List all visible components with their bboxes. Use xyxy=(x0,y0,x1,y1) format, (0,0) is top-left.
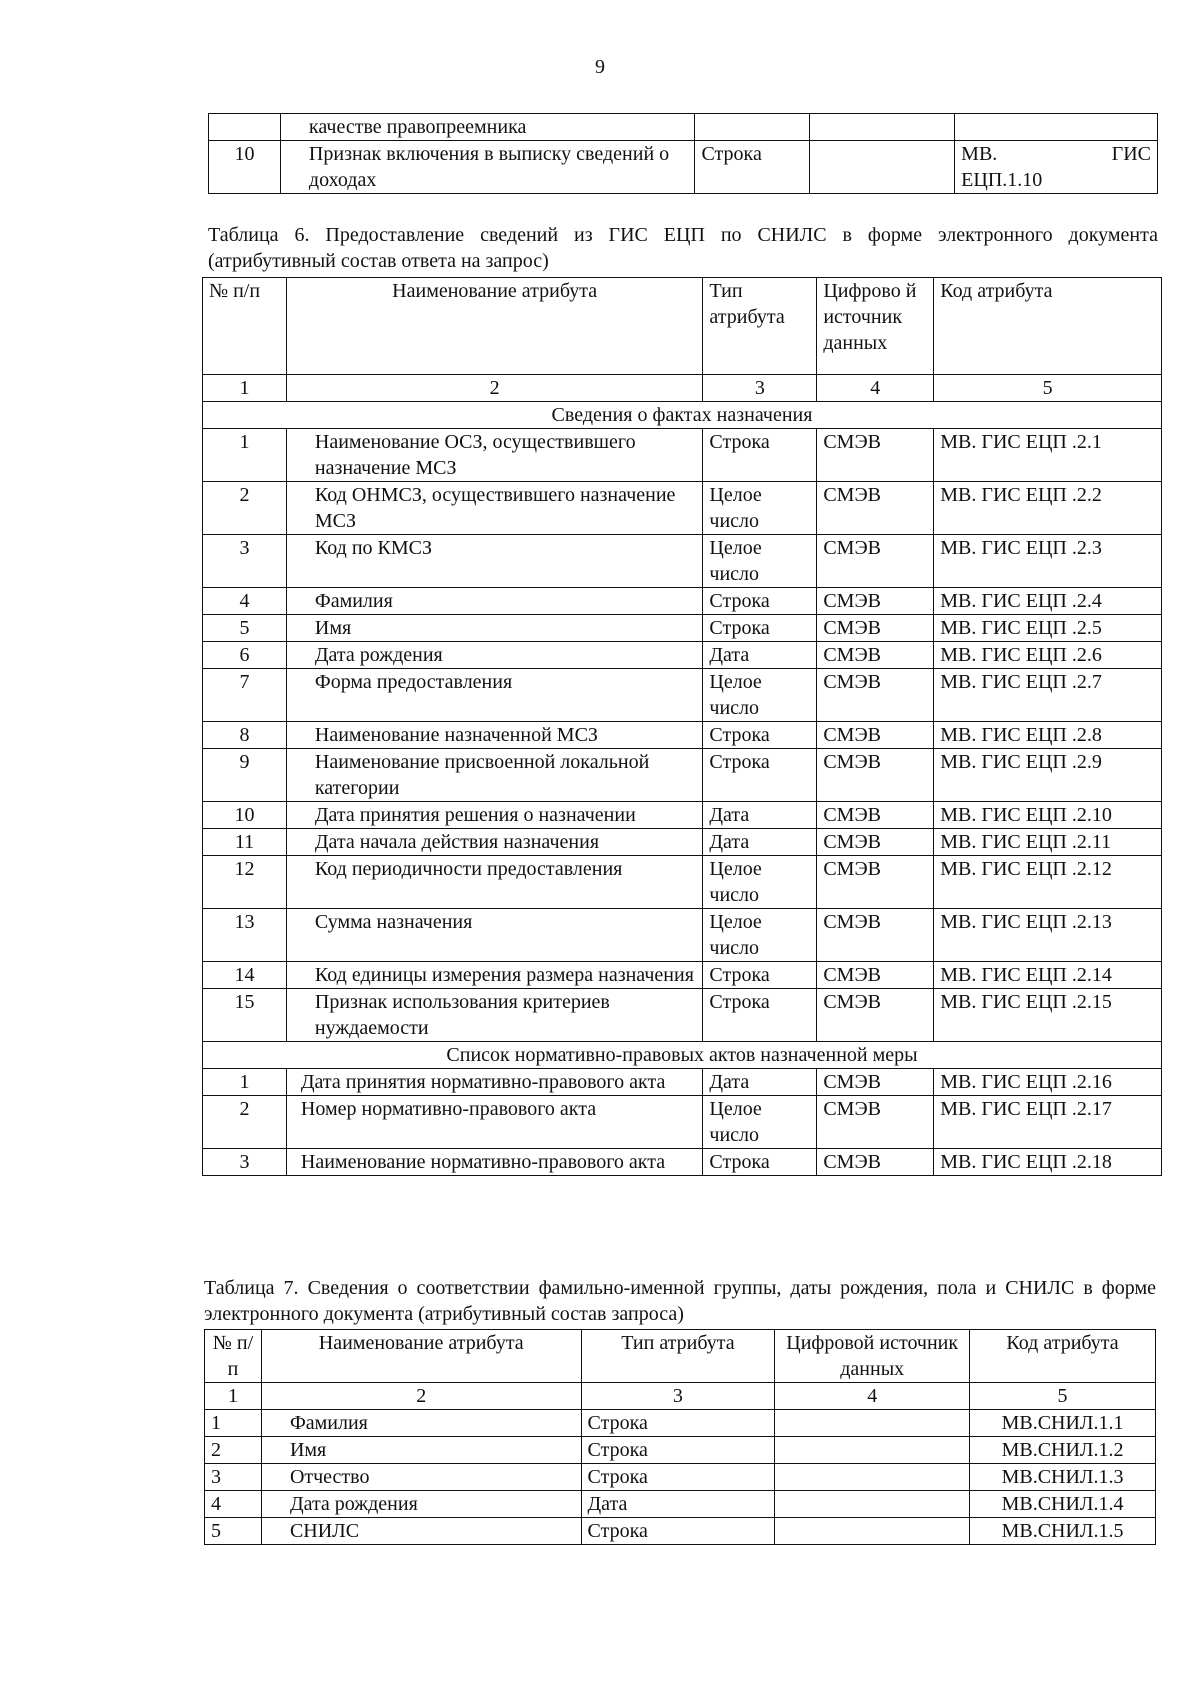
cell-num: 6 xyxy=(203,642,287,669)
cell-source xyxy=(810,114,955,141)
table6 xyxy=(202,277,1162,1176)
cell-type: Строка xyxy=(581,1464,775,1491)
colnum-cell-source: 4 xyxy=(817,375,934,402)
cell-name: Дата рождения xyxy=(286,642,703,669)
cell-num: 4 xyxy=(203,588,287,615)
cell-name: Наименование присвоенной локальной категории xyxy=(286,749,703,802)
table-row xyxy=(203,482,1162,535)
cell-code: МВ. ГИС ЕЦП .2.15 xyxy=(934,989,1162,1042)
section-row-acts xyxy=(203,1042,1162,1069)
table-row xyxy=(203,1096,1162,1149)
cell-name: Код по КМСЗ xyxy=(286,535,703,588)
cell-name: Сумма назначения xyxy=(286,909,703,962)
cell-source: СМЭВ xyxy=(817,909,934,962)
cell-type: Строка xyxy=(581,1437,775,1464)
code-part-a: МВ. xyxy=(961,143,998,165)
table-row xyxy=(203,829,1162,856)
table-row xyxy=(203,989,1162,1042)
cell-source: СМЭВ xyxy=(817,856,934,909)
cell-num: 8 xyxy=(203,722,287,749)
cell-code: МВ. ГИС ЕЦП .2.13 xyxy=(934,909,1162,962)
cell-source xyxy=(810,141,955,194)
cell-source: СМЭВ xyxy=(817,588,934,615)
cell-type: Строка xyxy=(703,615,817,642)
cell-num: 4 xyxy=(205,1491,262,1518)
cell-name: Имя xyxy=(261,1437,581,1464)
table6-colnum-row xyxy=(203,375,1162,402)
cell-num: 7 xyxy=(203,669,287,722)
cell-name: Признак включения в выписку сведений о доходах xyxy=(280,141,695,194)
cell-num: 1 xyxy=(203,1069,287,1096)
cell-type: Дата xyxy=(703,802,817,829)
cell-type xyxy=(695,114,810,141)
cell-code: МВ. ГИС ЕЦП .2.11 xyxy=(934,829,1162,856)
cell-name: Код периодичности предоставления xyxy=(286,856,703,909)
colnum-cell-name: 2 xyxy=(261,1383,581,1410)
cell-num: 10 xyxy=(209,141,281,194)
colnum-cell-type: 3 xyxy=(703,375,817,402)
cell-source: СМЭВ xyxy=(817,802,934,829)
cell-source: СМЭВ xyxy=(817,1149,934,1176)
cell-num: 14 xyxy=(203,962,287,989)
cell-source xyxy=(775,1491,970,1518)
cell-code: МВ. ГИС ЕЦП .2.14 xyxy=(934,962,1162,989)
table7-caption: Таблица 7. Сведения о соответствии фамильно-именной группы, даты рождения, пола и СНИЛС в форме электронного документа (атрибутивный состав запроса) xyxy=(204,1277,1156,1325)
table-row xyxy=(203,535,1162,588)
cell-source xyxy=(775,1518,970,1545)
cell-type: Строка xyxy=(703,722,817,749)
cell-source: СМЭВ xyxy=(817,482,934,535)
cell-num: 2 xyxy=(203,482,287,535)
cell-name: Фамилия xyxy=(286,588,703,615)
cell-type: Строка xyxy=(703,962,817,989)
cell-type: Целое число xyxy=(703,535,817,588)
colnum-cell-type: 3 xyxy=(581,1383,775,1410)
cell-type: Целое число xyxy=(703,482,817,535)
cell-source: СМЭВ xyxy=(817,1069,934,1096)
header-cell-source: Цифрово й источник данных xyxy=(817,278,934,375)
table6-header-row xyxy=(203,278,1162,375)
cell-code: МВ.СНИЛ.1.4 xyxy=(970,1491,1156,1518)
colnum-cell-num: 1 xyxy=(203,375,287,402)
section-row-facts xyxy=(203,402,1162,429)
cell-code: МВ. ГИС ЕЦП .2.7 xyxy=(934,669,1162,722)
cell-name: Наименование нормативно-правового акта xyxy=(286,1149,703,1176)
section-title: Список нормативно-правовых актов назначенной меры xyxy=(203,1042,1162,1069)
cell-code: МВ. ГИС ЕЦП .2.3 xyxy=(934,535,1162,588)
table7-colnum-row xyxy=(205,1383,1156,1410)
table-row xyxy=(203,909,1162,962)
cell-num: 1 xyxy=(205,1410,262,1437)
header-cell-num: № п/п xyxy=(203,278,287,375)
code-part-b: ГИС xyxy=(1111,143,1151,165)
cell-name: Наименование назначенной МСЗ xyxy=(286,722,703,749)
cell-name: Форма предоставления xyxy=(286,669,703,722)
cell-code: МВ. ГИС ЕЦП .2.4 xyxy=(934,588,1162,615)
colnum-cell-num: 1 xyxy=(205,1383,262,1410)
table-row xyxy=(203,615,1162,642)
cell-num: 3 xyxy=(203,535,287,588)
code-part-c: ЕЦП.1.10 xyxy=(961,169,1043,191)
cell-type: Строка xyxy=(581,1518,775,1545)
cell-num: 2 xyxy=(205,1437,262,1464)
cell-code: МВ. ГИС ЕЦП .2.10 xyxy=(934,802,1162,829)
cell-type: Строка xyxy=(695,141,810,194)
cell-source xyxy=(775,1464,970,1491)
table-row xyxy=(203,802,1162,829)
table-row xyxy=(203,962,1162,989)
header-cell-code: Код атрибута xyxy=(970,1330,1156,1383)
page-number: 9 xyxy=(595,56,605,78)
cell-num: 3 xyxy=(203,1149,287,1176)
cell-source: СМЭВ xyxy=(817,535,934,588)
cell-source xyxy=(775,1410,970,1437)
table7-header-row xyxy=(205,1330,1156,1383)
cell-type: Строка xyxy=(703,429,817,482)
table-row xyxy=(205,1491,1156,1518)
cell-name: Код ОНМСЗ, осуществившего назначение МСЗ xyxy=(286,482,703,535)
table-row xyxy=(203,588,1162,615)
cell-num: 15 xyxy=(203,989,287,1042)
table-row xyxy=(209,141,1158,194)
table6-caption: Таблица 6. Предоставление сведений из ГИС ЕЦП по СНИЛС в форме электронного документа (атрибутивный состав ответа на запрос) xyxy=(208,224,1158,272)
table-row xyxy=(203,1069,1162,1096)
cell-type: Дата xyxy=(703,642,817,669)
cell-code xyxy=(955,114,1158,141)
header-cell-name: Наименование атрибута xyxy=(286,278,703,375)
cell-type: Дата xyxy=(581,1491,775,1518)
section-title: Сведения о фактах назначения xyxy=(203,402,1162,429)
cell-name: качестве правопреемника xyxy=(280,114,695,141)
cell-num: 5 xyxy=(203,615,287,642)
cell-source: СМЭВ xyxy=(817,642,934,669)
cell-source: СМЭВ xyxy=(817,1096,934,1149)
cell-type: Целое число xyxy=(703,1096,817,1149)
table-row xyxy=(205,1437,1156,1464)
header-cell-code: Код атрибута xyxy=(934,278,1162,375)
cell-source xyxy=(775,1437,970,1464)
colnum-cell-source: 4 xyxy=(775,1383,970,1410)
cell-source: СМЭВ xyxy=(817,615,934,642)
cell-num: 9 xyxy=(203,749,287,802)
header-cell-num: № п/п xyxy=(205,1330,262,1383)
table-row xyxy=(205,1464,1156,1491)
cell-name: Дата рождения xyxy=(261,1491,581,1518)
cell-num: 13 xyxy=(203,909,287,962)
cell-name: Имя xyxy=(286,615,703,642)
cell-source: СМЭВ xyxy=(817,749,934,802)
cell-code: МВ.СНИЛ.1.5 xyxy=(970,1518,1156,1545)
cell-num: 11 xyxy=(203,829,287,856)
cell-type: Дата xyxy=(703,1069,817,1096)
table-row xyxy=(203,749,1162,802)
cell-type: Целое число xyxy=(703,669,817,722)
table-row xyxy=(203,722,1162,749)
cell-name: Признак использования критериев нуждаемости xyxy=(286,989,703,1042)
table-row xyxy=(203,429,1162,482)
cell-type: Строка xyxy=(703,989,817,1042)
cell-name: Наименование ОСЗ, осуществившего назначение МСЗ xyxy=(286,429,703,482)
cell-type: Целое число xyxy=(703,856,817,909)
table-row xyxy=(203,642,1162,669)
cell-name: СНИЛС xyxy=(261,1518,581,1545)
colnum-cell-code: 5 xyxy=(970,1383,1156,1410)
cell-type: Строка xyxy=(703,1149,817,1176)
cell-num: 12 xyxy=(203,856,287,909)
header-cell-name: Наименование атрибута xyxy=(261,1330,581,1383)
header-cell-type: Тип атрибута xyxy=(581,1330,775,1383)
table-row xyxy=(203,1149,1162,1176)
cell-source: СМЭВ xyxy=(817,429,934,482)
cell-code: МВ. ГИС ЕЦП .2.2 xyxy=(934,482,1162,535)
cell-code xyxy=(955,141,1158,194)
cell-num: 10 xyxy=(203,802,287,829)
cell-type: Целое число xyxy=(703,909,817,962)
cell-code: МВ.СНИЛ.1.1 xyxy=(970,1410,1156,1437)
cell-num: 5 xyxy=(205,1518,262,1545)
cell-code: МВ. ГИС ЕЦП .2.18 xyxy=(934,1149,1162,1176)
cell-num: 2 xyxy=(203,1096,287,1149)
colnum-cell-code: 5 xyxy=(934,375,1162,402)
cell-name: Фамилия xyxy=(261,1410,581,1437)
cell-name: Дата начала действия назначения xyxy=(286,829,703,856)
cell-code: МВ. ГИС ЕЦП .2.1 xyxy=(934,429,1162,482)
table7 xyxy=(204,1329,1156,1545)
cell-code: МВ.СНИЛ.1.3 xyxy=(970,1464,1156,1491)
colnum-cell-name: 2 xyxy=(286,375,703,402)
cell-code: МВ.СНИЛ.1.2 xyxy=(970,1437,1156,1464)
cell-name: Номер нормативно-правового акта xyxy=(286,1096,703,1149)
cell-type: Дата xyxy=(703,829,817,856)
header-cell-source: Цифровой источник данных xyxy=(775,1330,970,1383)
table-row xyxy=(203,856,1162,909)
cell-source: СМЭВ xyxy=(817,669,934,722)
cell-type: Строка xyxy=(581,1410,775,1437)
cell-source: СМЭВ xyxy=(817,829,934,856)
cell-name: Отчество xyxy=(261,1464,581,1491)
table-row xyxy=(209,114,1158,141)
cell-code: МВ. ГИС ЕЦП .2.5 xyxy=(934,615,1162,642)
cell-code: МВ. ГИС ЕЦП .2.9 xyxy=(934,749,1162,802)
cell-name: Код единицы измерения размера назначения xyxy=(286,962,703,989)
cell-source: СМЭВ xyxy=(817,989,934,1042)
cell-num: 1 xyxy=(203,429,287,482)
cell-code: МВ. ГИС ЕЦП .2.17 xyxy=(934,1096,1162,1149)
cell-code: МВ. ГИС ЕЦП .2.12 xyxy=(934,856,1162,909)
cell-code: МВ. ГИС ЕЦП .2.6 xyxy=(934,642,1162,669)
cell-type: Строка xyxy=(703,588,817,615)
table-row xyxy=(205,1410,1156,1437)
cell-name: Дата принятия нормативно-правового акта xyxy=(286,1069,703,1096)
cell-num xyxy=(209,114,281,141)
cell-num: 3 xyxy=(205,1464,262,1491)
table-row xyxy=(205,1518,1156,1545)
table-row xyxy=(203,669,1162,722)
cell-source: СМЭВ xyxy=(817,722,934,749)
cell-source: СМЭВ xyxy=(817,962,934,989)
header-cell-type: Тип атрибута xyxy=(703,278,817,375)
cell-name: Дата принятия решения о назначении xyxy=(286,802,703,829)
table-previous-continuation xyxy=(208,113,1158,194)
cell-type: Строка xyxy=(703,749,817,802)
cell-code: МВ. ГИС ЕЦП .2.8 xyxy=(934,722,1162,749)
cell-code: МВ. ГИС ЕЦП .2.16 xyxy=(934,1069,1162,1096)
